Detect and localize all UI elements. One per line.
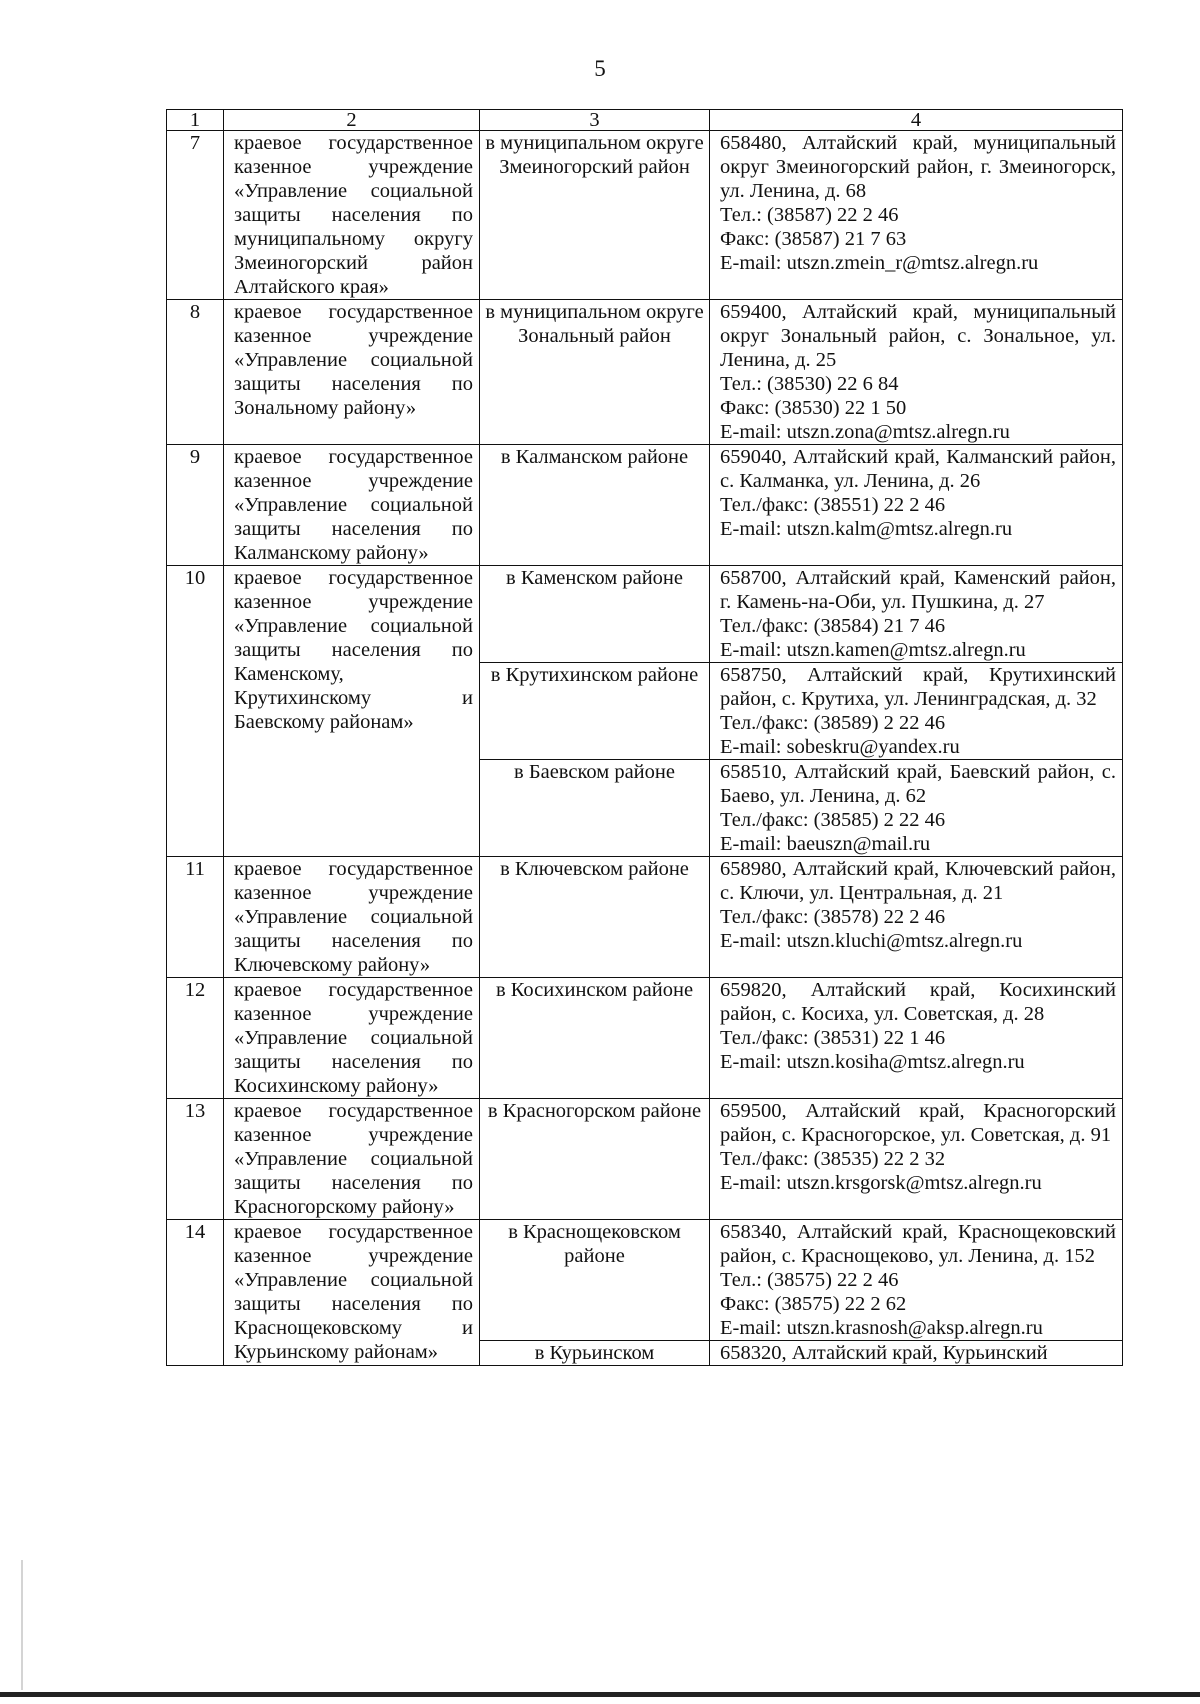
address-contacts <box>710 300 1123 445</box>
service-area: в Курьинском <box>480 1341 710 1366</box>
email-line: E-mail: baeuszn@mail.ru <box>720 833 931 855</box>
row-number: 13 <box>167 1099 224 1220</box>
institution-name: краевое государственное казенное учреждение «Управление социальной защиты населения по Краснощековскому и Курьинскому районам» <box>224 1220 480 1366</box>
postal-address: 658320, Алтайский край, Курьинский <box>720 1342 1048 1364</box>
email-line: E-mail: utszn.kalm@mtsz.alregn.ru <box>720 518 1013 540</box>
address-contacts <box>710 566 1123 663</box>
table-row <box>167 131 1123 300</box>
institution-name: краевое государственное казенное учреждение «Управление социальной защиты населения по муниципальному округу Змеиногорский район Алтайского края» <box>224 131 480 300</box>
address-contacts <box>710 663 1123 760</box>
address-contacts <box>710 1099 1123 1220</box>
postal-address: 658340, Алтайский край, Краснощековский район, с. Краснощеково, ул. Ленина, д. 152 <box>720 1221 1116 1267</box>
row-number: 7 <box>167 131 224 300</box>
phone-line: Тел./факс: (38585) 2 22 46 <box>720 809 946 831</box>
postal-address: 658510, Алтайский край, Баевский район, с. Баево, ул. Ленина, д. 62 <box>720 761 1116 807</box>
institution-name: краевое государственное казенное учреждение «Управление социальной защиты населения по Зональному району» <box>224 300 480 445</box>
institution-name: краевое государственное казенное учреждение «Управление социальной защиты населения по Каменскому, Крутихинскому и Баевскому районам» <box>224 566 480 857</box>
service-area: в Калманском районе <box>480 445 710 566</box>
postal-address: 659500, Алтайский край, Красногорский район, с. Красногорское, ул. Советская, д. 91 <box>720 1100 1116 1146</box>
email-line: E-mail: utszn.kamen@mtsz.alregn.ru <box>720 639 1026 661</box>
address-contacts <box>710 978 1123 1099</box>
address-contacts <box>710 857 1123 978</box>
service-area: в Красногорском районе <box>480 1099 710 1220</box>
table-row <box>167 566 1123 663</box>
table-row <box>167 1220 1123 1341</box>
fax-line: Факс: (38587) 21 7 63 <box>720 228 907 250</box>
table-row <box>167 978 1123 1099</box>
institution-name: краевое государственное казенное учреждение «Управление социальной защиты населения по Косихинскому району» <box>224 978 480 1099</box>
phone-line: Тел./факс: (38589) 2 22 46 <box>720 712 946 734</box>
page-bottom-rule <box>0 1692 1200 1697</box>
email-line: E-mail: utszn.zmein_r@mtsz.alregn.ru <box>720 252 1039 274</box>
postal-address: 658480, Алтайский край, муниципальный округ Змеиногорский район, г. Змеиногорск, ул. Ленина, д. 68 <box>720 132 1116 202</box>
email-line: E-mail: utszn.zona@mtsz.alregn.ru <box>720 421 1010 443</box>
row-number: 10 <box>167 566 224 857</box>
offices-table <box>166 109 1123 1366</box>
phone-line: Тел.: (38587) 22 2 46 <box>720 204 899 226</box>
service-area: в муниципальном округе Зональный район <box>480 300 710 445</box>
service-area: в Баевском районе <box>480 760 710 857</box>
postal-address: 659040, Алтайский край, Калманский район, с. Калманка, ул. Ленина, д. 26 <box>720 446 1116 492</box>
header-cell-2: 2 <box>224 110 480 131</box>
email-line: E-mail: utszn.krasnosh@aksp.alregn.ru <box>720 1317 1043 1339</box>
header-cell-1: 1 <box>167 110 224 131</box>
row-number: 9 <box>167 445 224 566</box>
email-line: E-mail: utszn.kluchi@mtsz.alregn.ru <box>720 930 1023 952</box>
service-area: в Косихинском районе <box>480 978 710 1099</box>
phone-line: Тел.: (38575) 22 2 46 <box>720 1269 899 1291</box>
fax-line: Факс: (38530) 22 1 50 <box>720 397 907 419</box>
address-contacts <box>710 1220 1123 1341</box>
phone-line: Тел./факс: (38551) 22 2 46 <box>720 494 946 516</box>
service-area: в муниципальном округе Змеиногорский район <box>480 131 710 300</box>
scan-edge-mark <box>21 1560 23 1690</box>
row-number: 11 <box>167 857 224 978</box>
phone-line: Тел./факс: (38584) 21 7 46 <box>720 615 946 637</box>
row-number: 8 <box>167 300 224 445</box>
institution-name: краевое государственное казенное учреждение «Управление социальной защиты населения по Калманскому району» <box>224 445 480 566</box>
header-cell-3: 3 <box>480 110 710 131</box>
institution-name: краевое государственное казенное учреждение «Управление социальной защиты населения по Красногорскому району» <box>224 1099 480 1220</box>
service-area: в Ключевском районе <box>480 857 710 978</box>
header-row <box>167 110 1123 131</box>
address-contacts <box>710 131 1123 300</box>
email-line: E-mail: sobeskru@yandex.ru <box>720 736 960 758</box>
email-line: E-mail: utszn.krsgorsk@mtsz.alregn.ru <box>720 1172 1042 1194</box>
phone-line: Тел./факс: (38535) 22 2 32 <box>720 1148 946 1170</box>
table-body <box>167 110 1123 1366</box>
service-area: в Краснощековском районе <box>480 1220 710 1341</box>
table-row <box>167 445 1123 566</box>
phone-line: Тел./факс: (38578) 22 2 46 <box>720 906 946 928</box>
email-line: E-mail: utszn.kosiha@mtsz.alregn.ru <box>720 1051 1025 1073</box>
address-contacts <box>710 760 1123 857</box>
table-row <box>167 300 1123 445</box>
fax-line: Факс: (38575) 22 2 62 <box>720 1293 907 1315</box>
header-cell-4: 4 <box>710 110 1123 131</box>
table-row <box>167 1099 1123 1220</box>
table-row <box>167 857 1123 978</box>
phone-line: Тел./факс: (38531) 22 1 46 <box>720 1027 946 1049</box>
row-number: 14 <box>167 1220 224 1366</box>
service-area: в Каменском районе <box>480 566 710 663</box>
page-number: 5 <box>594 56 606 81</box>
postal-address: 659400, Алтайский край, муниципальный округ Зональный район, с. Зональное, ул. Ленина, д. 25 <box>720 301 1116 371</box>
institution-name: краевое государственное казенное учреждение «Управление социальной защиты населения по Ключевскому району» <box>224 857 480 978</box>
address-contacts <box>710 1341 1123 1366</box>
postal-address: 658700, Алтайский край, Каменский район, г. Камень-на-Оби, ул. Пушкина, д. 27 <box>720 567 1116 613</box>
service-area: в Крутихинском районе <box>480 663 710 760</box>
postal-address: 658980, Алтайский край, Ключевский район, с. Ключи, ул. Центральная, д. 21 <box>720 858 1116 904</box>
postal-address: 659820, Алтайский край, Косихинский район, с. Косиха, ул. Советская, д. 28 <box>720 979 1116 1025</box>
address-contacts <box>710 445 1123 566</box>
postal-address: 658750, Алтайский край, Крутихинский район, с. Крутиха, ул. Ленинградская, д. 32 <box>720 664 1116 710</box>
phone-line: Тел.: (38530) 22 6 84 <box>720 373 899 395</box>
row-number: 12 <box>167 978 224 1099</box>
